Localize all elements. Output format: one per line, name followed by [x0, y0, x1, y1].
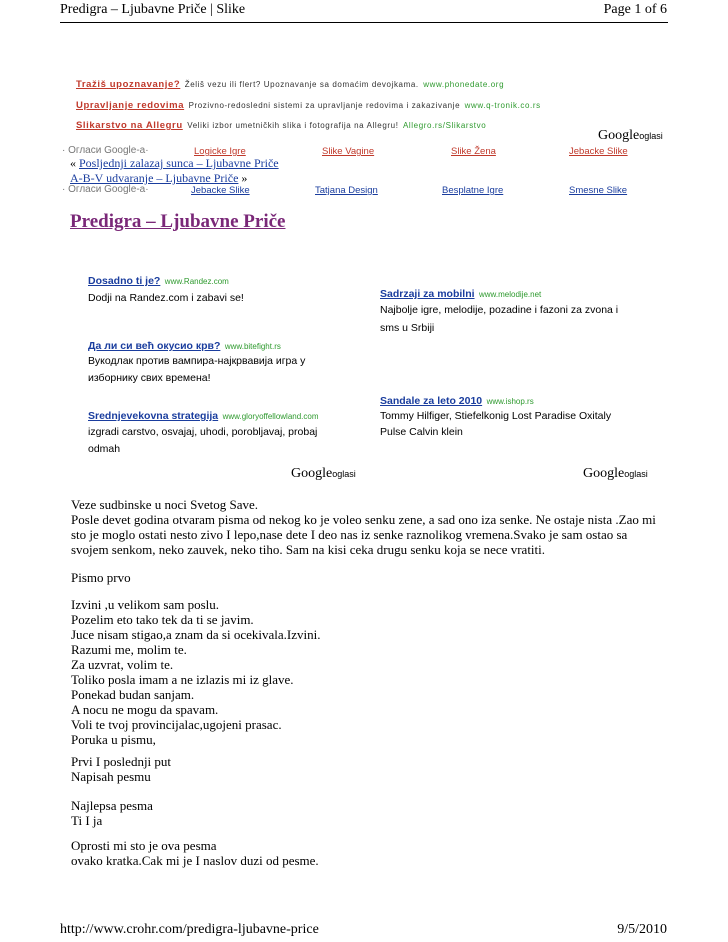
ad-desc: Najbolje igre, melodije, pozadine i fazoni za zvona i: [380, 304, 619, 316]
story-intro: [71, 497, 656, 557]
ad-title[interactable]: Sandale za leto 2010: [380, 395, 483, 407]
adlink-jebacke-slike[interactable]: Jebacke Slike: [569, 146, 628, 157]
ad-title[interactable]: Slikarstvo na Allegru: [76, 120, 183, 131]
letter-line: Juce nisam stigao,a znam da si ocekivala.Izvini.: [71, 627, 321, 642]
letter-line: Ponekad budan sanjam.: [71, 687, 195, 702]
google-ads-logo[interactable]: [583, 466, 648, 482]
top-ad-1[interactable]: [76, 74, 504, 92]
ad-desc: Tommy Hilfiger, Stiefelkonig Lost Paradise Oxitaly: [380, 410, 612, 422]
adlink-smesne-slike[interactable]: Smesne Slike: [569, 185, 628, 196]
prev-prefix: «: [70, 156, 79, 170]
ad-url[interactable]: www.phonedate.org: [423, 80, 505, 89]
letter-line: Toliko posla imam a ne izlazis mi iz glave.: [71, 672, 294, 687]
ad-url[interactable]: Allegro.rs/Slikarstvo: [402, 121, 487, 130]
story-line: Veze sudbinske u noci Svetog Save.: [71, 497, 259, 512]
prev-post-nav[interactable]: [70, 156, 279, 171]
google-ads-logo[interactable]: [598, 128, 663, 144]
page-title-wrap: [70, 211, 285, 233]
google-logo-suffix: oglasi: [639, 131, 663, 141]
prev-post-link[interactable]: Posljednji zalazaj sunca – Ljubavne Priče: [79, 156, 279, 170]
google-logo-brand: Google: [291, 466, 333, 481]
page-title[interactable]: Predigra – Ljubavne Priče: [70, 211, 286, 232]
print-header-title: Predigra – Ljubavne Priče | Slike: [60, 2, 246, 17]
print-header-page: Page 1 of 6: [603, 2, 667, 17]
ad-url[interactable]: www.melodije.net: [478, 290, 542, 299]
google-logo-suffix: oglasi: [624, 469, 648, 479]
ad-desc: Вукодлак против вампира-најкрвавија игра у: [88, 355, 306, 367]
right-ad-1[interactable]: [380, 284, 541, 302]
letter-line: Voli te tvoj provincijalac,ugojeni prasac.: [71, 717, 282, 732]
letter-line: Pozelim eto tako tek da ti se javim.: [71, 612, 254, 627]
google-ads-logo[interactable]: [291, 466, 356, 482]
ad-url[interactable]: www.Randez.com: [164, 277, 229, 286]
letter-line: Izvini ,u velikom sam poslu.: [71, 597, 220, 612]
letter-line: Razumi me, molim te.: [71, 642, 187, 657]
next-post-link[interactable]: A-B-V udvaranje – Ljubavne Priče: [70, 171, 239, 185]
poem-stanza-1: [71, 754, 171, 784]
ad-title[interactable]: Tražiš upoznavanje?: [76, 79, 181, 90]
poem-line: Oprosti mi sto je ova pesma: [71, 838, 217, 853]
letter-line: A nocu ne mogu da spavam.: [71, 702, 219, 717]
ad-title[interactable]: Sadrzaji za mobilni: [380, 288, 475, 300]
top-ad-2[interactable]: [76, 95, 541, 113]
ad-title[interactable]: Dosadno ti je?: [88, 275, 161, 287]
letter-heading: Pismo prvo: [71, 570, 131, 585]
ad-url[interactable]: www.q-tronik.co.rs: [464, 101, 541, 110]
ad-desc: изборнику свих времена!: [88, 372, 211, 384]
poem-line: Najlepsa pesma: [71, 798, 153, 813]
poem-line: Ti I ja: [71, 813, 103, 828]
ad-url[interactable]: www.ishop.rs: [486, 397, 534, 406]
letter-body: [71, 597, 320, 747]
ad-title[interactable]: Да ли си већ окусио крв?: [88, 340, 221, 352]
adlinks-label: · Огласи Google-а·: [62, 184, 149, 195]
poem-line: ovako kratka.Cak mi je I naslov duzi od pesme.: [71, 853, 319, 868]
ad-desc: Prozivno-redosledni sistemi za upravljanje redovima i zakazivanje: [188, 101, 461, 110]
ad-desc: Pulse Calvin klein: [380, 426, 463, 438]
right-ad-2[interactable]: [380, 391, 534, 409]
print-footer-url: http://www.crohr.com/predigra-ljubavne-price: [60, 922, 319, 937]
adlink-tatjana-design[interactable]: Tatjana Design: [315, 185, 378, 196]
ad-desc: Želiš vezu ili flert? Upoznavanje sa domaćim devojkama.: [184, 80, 419, 89]
ad-desc: odmah: [88, 443, 121, 455]
letter-line: Poruka u pismu,: [71, 732, 156, 747]
story-line: sto je moglo ostati nesto zivo I lepo,nase dete I deo nas iz senke raznolikog vremena.Svako je sam ostao sa: [71, 527, 628, 542]
ad-desc: Veliki izbor umetničkih slika i fotografija na Allegru!: [187, 121, 399, 130]
left-ad-1[interactable]: [88, 271, 229, 289]
google-logo-brand: Google: [583, 466, 625, 481]
ad-desc: izgradi carstvo, osvajaj, uhodi, porobljavaj, probaj: [88, 426, 318, 438]
ad-url[interactable]: www.bitefight.rs: [224, 342, 281, 351]
next-suffix: »: [238, 171, 248, 185]
adlink-logicke-igre[interactable]: Logicke Igre: [194, 146, 246, 157]
story-line: svojem senkom, neko zauvek, neko tiho. Sam na kisi ceka drugu senku koja se nece vratiti.: [71, 542, 546, 557]
ad-url[interactable]: www.gloryoffellowland.com: [222, 412, 319, 421]
adlink-besplatne-igre[interactable]: Besplatne Igre: [442, 185, 504, 196]
adlink-jebacke-slike-2[interactable]: Jebacke Slike: [191, 185, 250, 196]
letter-line: Za uzvrat, volim te.: [71, 657, 174, 672]
google-logo-brand: Google: [598, 128, 640, 143]
print-footer-date: 9/5/2010: [617, 922, 667, 937]
google-logo-suffix: oglasi: [332, 469, 356, 479]
adlink-slike-vagine[interactable]: Slike Vagine: [322, 146, 375, 157]
poem-stanza-2: [71, 798, 153, 828]
adlinks-label: · Огласи Google-а·: [62, 145, 149, 156]
adlink-slike-zena[interactable]: Slike Žena: [451, 146, 496, 157]
left-ad-3[interactable]: [88, 406, 319, 424]
left-ad-2[interactable]: [88, 336, 281, 354]
story-line: Posle devet godina otvaram pisma od nekog ko je voleo senku zene, a sad ono iza senke. Ne ostaje nista .Zao mi: [71, 512, 656, 527]
ad-title[interactable]: Upravljanje redovima: [76, 100, 185, 111]
poem-line: Prvi I poslednji put: [71, 754, 172, 769]
ad-desc: sms u Srbiji: [380, 322, 435, 334]
ad-title[interactable]: Srednjevekovna strategija: [88, 410, 219, 422]
poem-line: Napisah pesmu: [71, 769, 151, 784]
top-ad-3[interactable]: [76, 115, 486, 133]
ad-desc: Dodji na Randez.com i zabavi se!: [88, 292, 244, 304]
header-rule: [60, 22, 668, 23]
poem-stanza-3: [71, 838, 319, 868]
